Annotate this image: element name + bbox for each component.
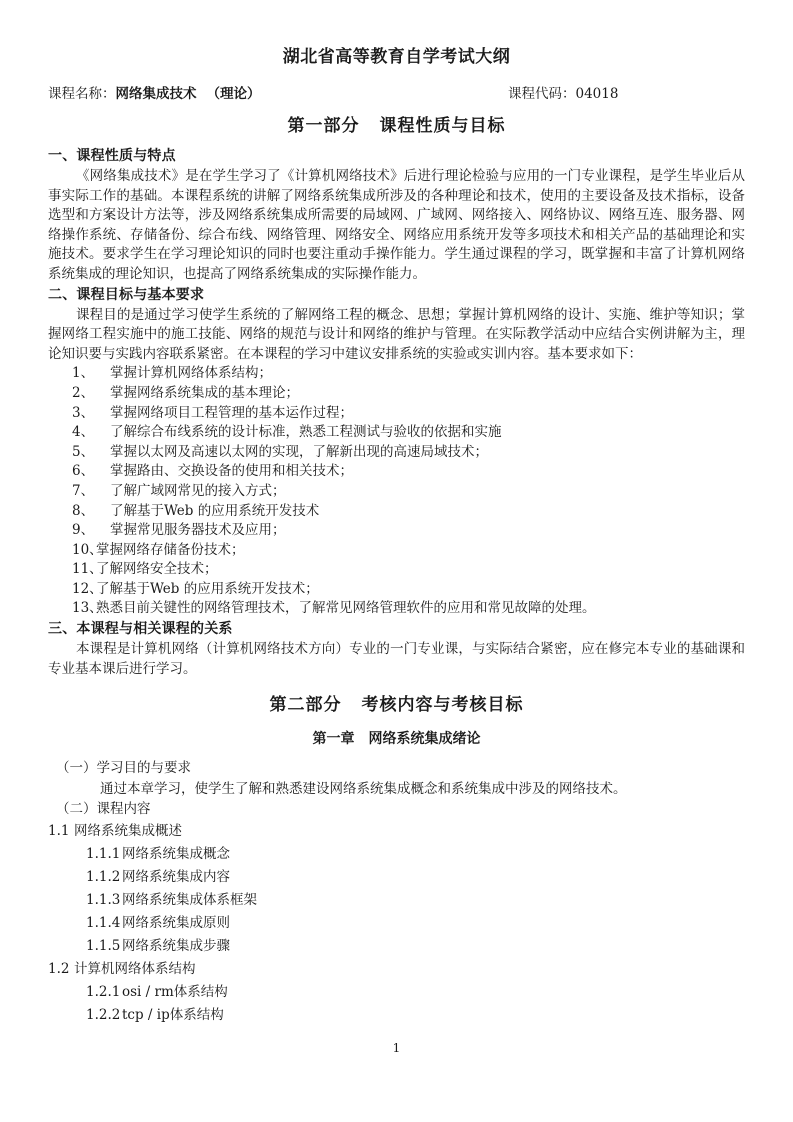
page-title: 湖北省高等教育自学考试大纲 <box>282 47 511 67</box>
outline-item <box>48 889 745 912</box>
outline-item <box>48 958 745 981</box>
list-item-number: 13、 <box>72 600 103 617</box>
outline-item-text: 网络系统集成体系框架 <box>122 891 257 908</box>
course-name-label: 课程名称： <box>48 86 116 102</box>
chapter-name: 网络系统集成绪论 <box>368 731 481 748</box>
list-item-text: 掌握计算机网络体系结构； <box>110 365 272 382</box>
list-item-text: 了解网络安全技术； <box>96 561 218 578</box>
course-outline <box>48 820 745 1027</box>
list-item-number: 12、 <box>72 580 103 597</box>
section-heading-2: 二、课程目标与基本要求 <box>48 286 205 303</box>
outline-item-text: 网络系统集成概念 <box>122 845 230 862</box>
outline-item-text: 网络系统集成步骤 <box>122 937 230 954</box>
list-item <box>48 404 745 424</box>
course-code-value: 04018 <box>575 86 619 102</box>
list-item-number: 2、 <box>72 384 95 401</box>
outline-item-number: 1.1.1 <box>86 845 121 862</box>
list-item <box>48 521 745 541</box>
outline-item <box>48 935 745 958</box>
outline-item <box>48 843 745 866</box>
outline-item-text: 网络系统集成原则 <box>122 914 230 931</box>
list-item-text: 掌握以太网及高速以太网的实现，了解新出现的高速局域技术； <box>110 443 488 460</box>
list-item-number: 8、 <box>72 502 95 519</box>
outline-item <box>48 820 745 843</box>
outline-item-number: 1.1.3 <box>86 891 121 908</box>
part-two-title-prefix: 第二部分 <box>269 695 342 716</box>
outline-item-text: tcp / ip体系结构 <box>122 1006 224 1023</box>
list-item-number: 4、 <box>72 424 95 441</box>
list-item <box>48 580 745 600</box>
list-item-text: 熟悉目前关键性的网络管理技术，了解常见网络管理软件的应用和常见故障的处理。 <box>96 600 596 617</box>
list-item-number: 10、 <box>72 541 103 558</box>
page-content <box>48 44 745 1027</box>
list-item <box>48 384 745 404</box>
list-item <box>48 599 745 619</box>
list-item-number: 11、 <box>72 561 103 578</box>
list-item-number: 5、 <box>72 443 95 460</box>
outline-item-number: 1.2 <box>48 960 70 977</box>
list-item-text: 掌握路由、交换设备的使用和相关技术； <box>110 463 353 480</box>
outline-item-text: 计算机网络体系结构 <box>74 960 196 977</box>
list-item <box>48 541 745 561</box>
outline-item-text: 网络系统集成内容 <box>122 868 230 885</box>
outline-item <box>48 1004 745 1027</box>
section-2-paragraph: 课程目的是通过学习使学生系统的了解网络工程的概念、思想；掌握计算机网络的设计、实施、维护等知识；掌握网络工程实施中的施工技能、网络的规范与设计和网络的维护与管理。在实际教学活动中应结合实例讲解为主，理论知识要与实践内容联系紧密。在本课程的学习中建议安排系统的实验或实训内容。基本要求如下： <box>48 306 745 362</box>
outline-item-number: 1.1.5 <box>86 937 121 954</box>
course-name-value: 网络集成技术 <box>115 86 197 102</box>
section-1-paragraph: 《网络集成技术》是在学生学习了《计算机网络技术》后进行理论检验与应用的一门专业课程，是学生毕业后从事实际工作的基础。本课程系统的讲解了网络系统集成所涉及的各种理论和技术，使用的主要设备及技术指标，设备选型和方案设计方法等，涉及网络系统集成所需要的局域网、广域网、网络接入、网络协议、网络互连、服务器、网络操作系统、存储备份、综合布线、网络管理、网络安全、网络应用系统开发等多项技术和相关产品的基础理论和实施技术。要求学生在学习理论知识的同时也要注重动手操作能力。学生通过课程的学习，既掌握和丰富了计算机网络系统集成的理论知识，也提高了网络系统集成的实际操作能力。 <box>48 168 745 282</box>
part-two-title-main: 考核内容与考核目标 <box>361 695 524 716</box>
list-item-number: 7、 <box>72 482 95 499</box>
outline-item-number: 1.2.1 <box>86 983 121 1000</box>
outline-item <box>48 981 745 1004</box>
requirements-list <box>48 364 745 619</box>
list-item <box>48 443 745 463</box>
list-item-text: 掌握网络项目工程管理的基本运作过程； <box>110 404 353 421</box>
section-heading-1: 一、课程性质与特点 <box>48 148 176 164</box>
list-item-text: 了解基于Web 的应用系统开发技术 <box>110 502 320 519</box>
list-item-text: 掌握网络系统集成的基本理论； <box>110 384 299 401</box>
objective-heading: （一）学习目的与要求 <box>56 760 191 777</box>
course-name-suffix: （理论） <box>206 86 261 102</box>
list-item <box>48 364 745 384</box>
course-code-group <box>508 84 618 104</box>
page-number: 1 <box>392 1041 401 1055</box>
list-item-number: 3、 <box>72 404 95 421</box>
list-item <box>48 502 745 522</box>
objective-text: 通过本章学习，使学生了解和熟悉建设网络系统集成概念和系统集成中涉及的网络技术。 <box>100 780 627 797</box>
course-code-label: 课程代码： <box>508 86 576 102</box>
list-item-number: 1、 <box>72 365 95 382</box>
course-meta-row <box>48 84 745 104</box>
section-heading-3: 三、本课程与相关课程的关系 <box>48 621 233 638</box>
course-name-group <box>48 84 508 104</box>
outline-item <box>48 866 745 889</box>
outline-item-number: 1.2.2 <box>86 1006 121 1023</box>
outline-item-number: 1.1.2 <box>86 868 121 885</box>
outline-item-text: osi / rm体系结构 <box>122 983 228 1000</box>
outline-item-text: 网络系统集成概述 <box>74 822 182 839</box>
list-item <box>48 462 745 482</box>
list-item-text: 掌握网络存储备份技术； <box>96 541 245 558</box>
section-3-paragraph: 本课程是计算机网络（计算机网络技术方向）专业的一门专业课，与实际结合紧密，应在修完本专业的基础课和专业基本课后进行学习。 <box>48 641 745 677</box>
chapter-label: 第一章 <box>312 731 355 748</box>
outline-item <box>48 912 745 935</box>
part-one-title-prefix: 第一部分 <box>287 116 360 136</box>
outline-item-number: 1.1.4 <box>86 914 121 931</box>
list-item <box>48 423 745 443</box>
list-item-number: 6、 <box>72 463 95 480</box>
list-item-text: 了解基于Web 的应用系统开发技术； <box>96 580 319 597</box>
list-item <box>48 560 745 580</box>
part-one-title-main: 课程性质与目标 <box>379 116 506 136</box>
list-item-text: 掌握常见服务器技术及应用； <box>110 522 286 539</box>
list-item <box>48 482 745 502</box>
list-item-text: 了解广域网常见的接入方式； <box>110 482 286 499</box>
chapter-title <box>48 727 745 751</box>
outline-item-number: 1.1 <box>48 822 70 839</box>
content-heading: （二）课程内容 <box>56 801 151 818</box>
part-one-title <box>48 112 745 140</box>
list-item-number: 9、 <box>72 522 95 539</box>
list-item-text: 了解综合布线系统的设计标准，熟悉工程测试与验收的依据和实施 <box>110 424 502 441</box>
part-two-title <box>48 691 745 719</box>
